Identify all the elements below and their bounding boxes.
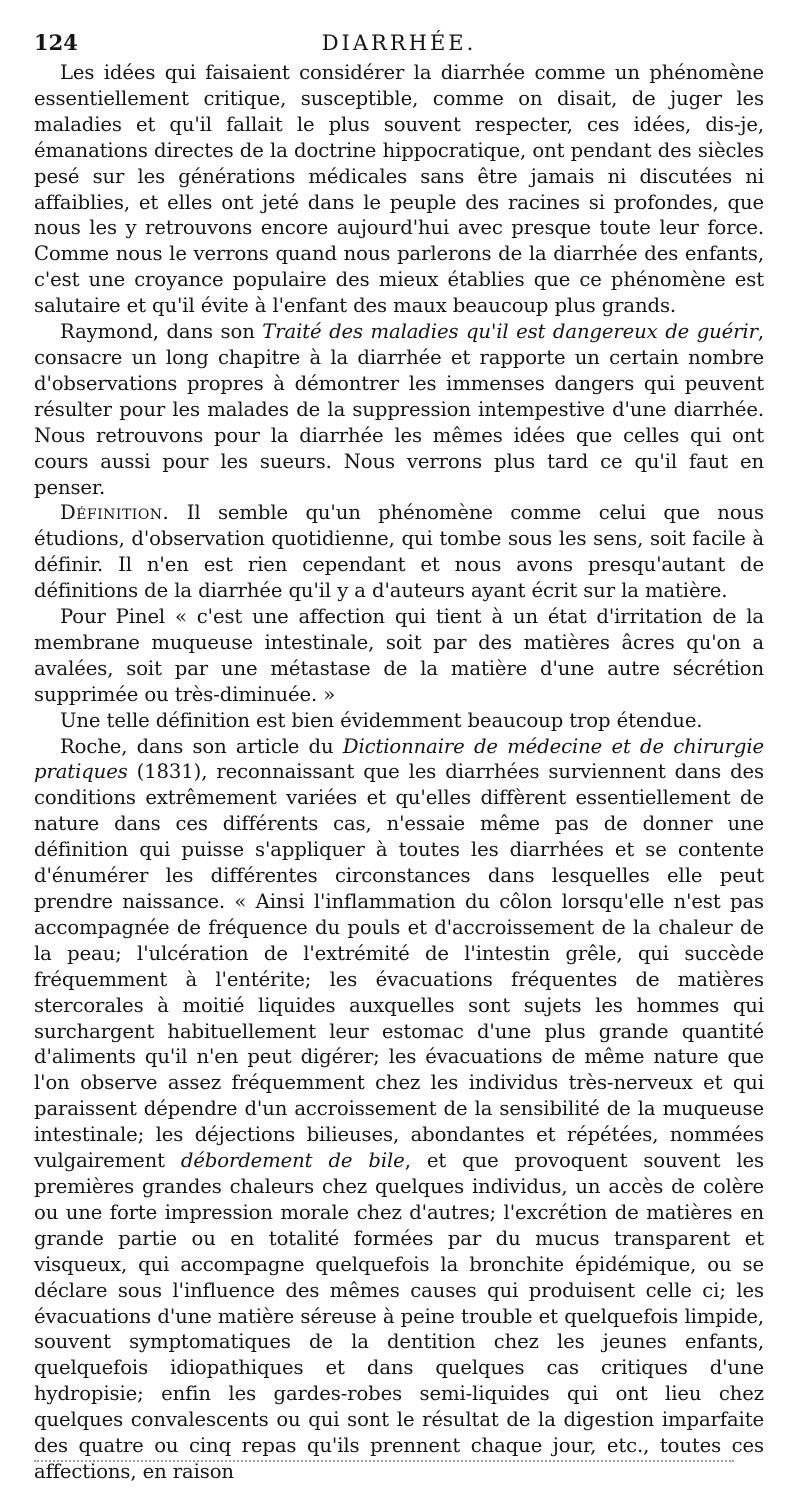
paragraph-roche-start: Roche, dans son article du bbox=[60, 734, 343, 758]
footer-divider bbox=[34, 1460, 734, 1466]
running-head bbox=[34, 28, 764, 58]
paragraph-definition-text: Il semble qu'un phénomène comme celui que nous étudions, d'observation quotidienne, qui tombe sous les sens, soit facile à définir. Il n'en est rien cependant et nous avons presqu'autant de définitions de la diarrhée qu'il y a d'auteurs ayant écrit sur la matière. bbox=[34, 501, 764, 603]
paragraph-intro bbox=[34, 60, 764, 319]
section-heading-definition: Définition. bbox=[60, 501, 170, 525]
emphasis-debordement-de-bile: débordement de bile bbox=[180, 1149, 405, 1173]
work-title-dictionnaire: Dictionnaire de médecine et de chirurgie pratiques bbox=[34, 734, 764, 784]
paragraph-too-broad-text: Une telle définition est bien évidemment beaucoup trop étendue. bbox=[60, 708, 703, 732]
running-title: DIARRHÉE. bbox=[321, 31, 477, 55]
body-text bbox=[34, 60, 764, 1485]
paragraph-raymond bbox=[34, 319, 764, 500]
paragraph-pinel-text: Pour Pinel « c'est une affection qui tient à un état d'irritation de la membrane muqueuse intestinale, soit par des matières âcres qu'on a avalées, soit par une métastase de la matière d'une autre sécrétion supprimée ou très-diminuée. » bbox=[34, 605, 764, 706]
book-page bbox=[34, 28, 764, 1485]
page-number: 124 bbox=[34, 30, 78, 55]
paragraph-raymond-start: Raymond, dans son bbox=[60, 320, 263, 344]
paragraph-intro-text: Les idées qui faisaient considérer la diarrhée comme un phénomène essentiellement critique, susceptible, comme on disait, de juger les maladies et qu'il fallait le plus souvent respecter, ces idées, dis-je, émanations directes de la doctrine hippocratique, ont pendant des siècles pesé sur les générations médicales sans être jamais ni discutées ni affaiblies, et elles ont jeté dans le peuple des racines si profondes, que nous les y retrouvons encore aujourd'hui avec presque toute leur force. Comme nous le verrons quand nous parlerons de la diarrhée des enfants, c'est une croyance populaire des mieux établies que ce phénomène est salutaire et qu'il évite à l'enfant des maux beaucoup plus grands. bbox=[34, 61, 764, 318]
paragraph-roche bbox=[34, 734, 764, 1485]
work-title-raymond: Traité des maladies qu'il est dangereux de guérir bbox=[262, 320, 758, 344]
paragraph-pinel bbox=[34, 604, 764, 708]
paragraph-roche-end: , et que provoquent souvent les premières grandes chaleurs chez quelques individus, un accès de colère ou une forte impression morale chez d'autres; l'excrétion de matières en grande partie ou en totalité formées par du mucus transparent et visqueux, qui accompagne quelquefois la bronchite épidémique, ou se déclare sous l'influence des mêmes causes qui produisent celle ci; les évacuations d'une matière séreuse à peine trouble et quelquefois limpide, souvent symptomatiques de la dentition chez les jeunes enfants, quelquefois idiopathiques et dans quelques cas critiques d'une hydropisie; enfin les gardes-robes semi-liquides qui ont lieu chez quelques convalescents ou qui sont le résultat de la digestion imparfaite des quatre ou cinq repas qu'ils prennent chaque jour, etc., toutes ces affections, en raison bbox=[34, 1149, 764, 1483]
paragraph-roche-middle: (1831), reconnaissant que les diarrhées surviennent dans des conditions extrêmement variées et qu'elles diffèrent essentiellement de nature dans ces différents cas, n'essaie même pas de donner une définition qui puisse s'appliquer à toutes les diarrhées et se contente d'énumérer les différentes circonstances dans lesquelles elle peut prendre naissance. « Ainsi l'inflammation du côlon lorsqu'elle n'est pas accompagnée de fréquence du pouls et d'accroissement de la chaleur de la peau; l'ulcération de l'extrémité de l'intestin grêle, qui succède fréquemment à l'entérite; les évacuations fréquentes de matières stercorales à moitié liquides auxquelles sont sujets les hommes qui surchargent habituellement leur estomac d'une plus grande quantité d'aliments qu'il n'en peut digérer; les évacuations de même nature que l'on observe assez fréquemment chez les individus très-nerveux et qui paraissent dépendre d'un accroissement de la sensibilité de la muqueuse intestinale; les déjections bilieuses, abondantes et répétées, nommées vulgairement bbox=[34, 760, 764, 1173]
paragraph-raymond-end: , consacre un long chapitre à la diarrhée et rapporte un certain nombre d'observations propres à démontrer les immenses dangers qui peuvent résulter pour les malades de la suppression intempestive d'une diarrhée. Nous retrouvons pour la diarrhée les mêmes idées que celles qui ont cours aussi pour les sueurs. Nous verrons plus tard ce qu'il faut en penser. bbox=[34, 320, 764, 499]
paragraph-too-broad bbox=[34, 708, 764, 734]
paragraph-definition bbox=[34, 500, 764, 604]
